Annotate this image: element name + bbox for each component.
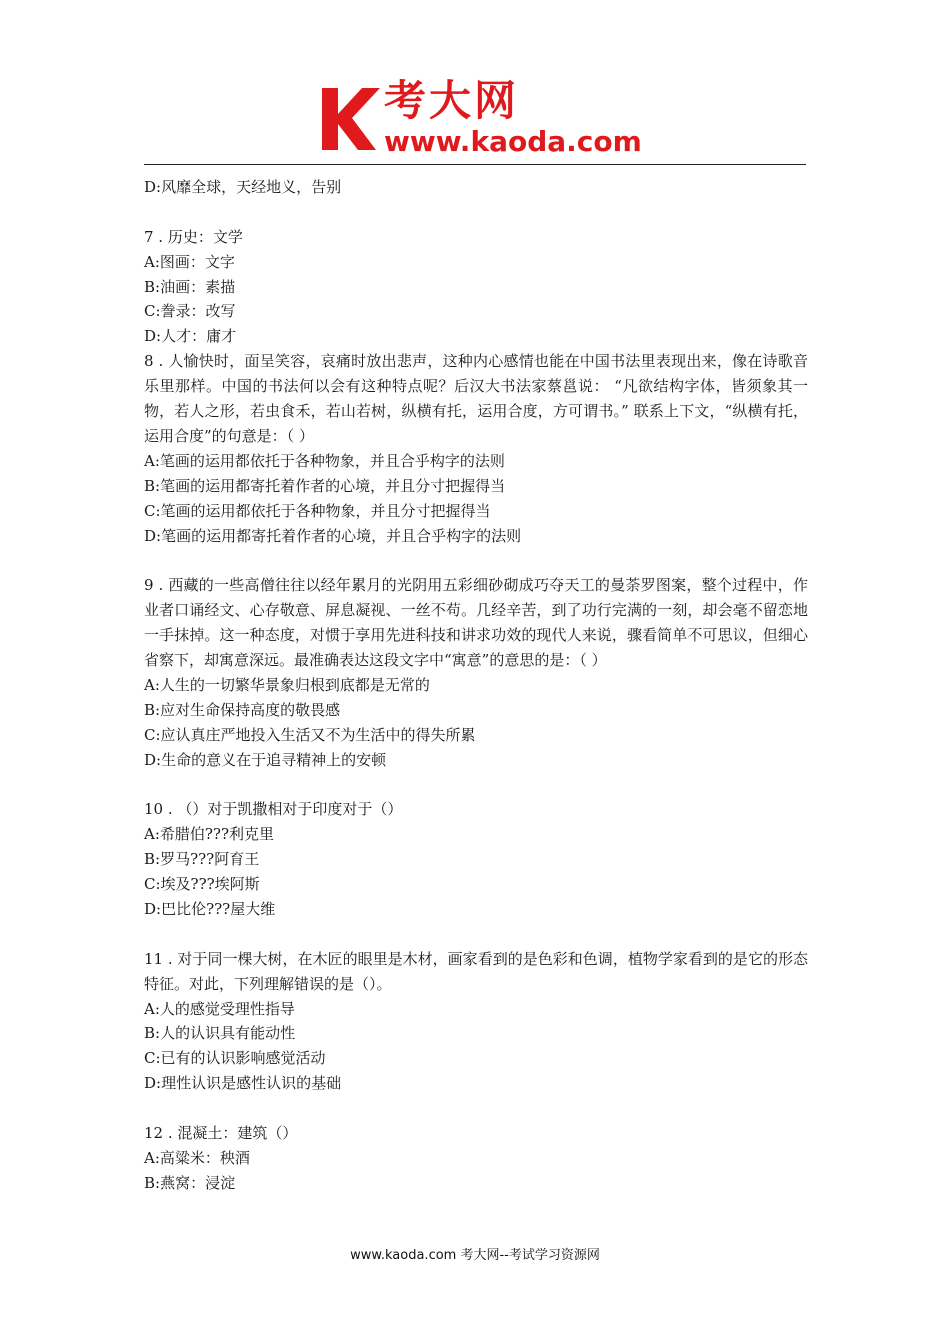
logo-url-text: www.kaoda.com xyxy=(384,125,642,158)
header-divider xyxy=(144,164,806,165)
q10-option-c: C:埃及???埃阿斯 xyxy=(144,875,260,894)
q9-option-a: A:人生的一切繁华景象归根到底都是无常的 xyxy=(144,675,430,694)
q11-option-b: B:人的认识具有能动性 xyxy=(144,1024,296,1043)
q10-option-d: D:巴比伦???屋大维 xyxy=(144,899,276,918)
q12-stem: 12 . 混凝土：建筑（） xyxy=(144,1124,298,1142)
q11-option-a: A:人的感觉受理性指导 xyxy=(144,999,295,1018)
q7-option-a: A:图画：文字 xyxy=(144,252,235,271)
q7-option-c: C:誊录：改写 xyxy=(144,302,236,321)
q8-stem: 8 . 人愉快时，面呈笑容，哀痛时放出悲声，这种内心感情也能在中国书法里表现出来，像在诗歌音乐里那样。中国的书法何以会有这种特点呢？后汉大书法家蔡邕说： “凡欲结构字体，皆须象其一物，若人之形，若虫食禾，若山若树，纵横有托，运用合度，方可谓书。” 联系上下文，“纵横有托，运用合度”的句意是：（ ） xyxy=(144,352,808,445)
q9-option-d: D:生命的意义在于追寻精神上的安顿 xyxy=(144,750,387,769)
q9-option-c: C:应认真庄严地投入生活又不为生活中的得失所累 xyxy=(144,725,476,744)
q10-option-a: A:希腊伯???利克里 xyxy=(144,825,275,844)
q12-option-b: B:燕窝：浸淀 xyxy=(144,1173,236,1192)
q10-stem: 10 . （）对于凯撒相对于印度对于（） xyxy=(144,800,403,819)
q11-option-d: D:理性认识是感性认识的基础 xyxy=(144,1074,342,1093)
kaoda-logo xyxy=(318,76,642,160)
q8-option-a: A:笔画的运用都依托于各种物象，并且合乎构字的法则 xyxy=(144,451,505,470)
q11-stem: 11 . 对于同一棵大树，在木匠的眼里是木材，画家看到的是色彩和色调，植物学家看到的是它的形态特征。对此，下列理解错误的是（）。 xyxy=(144,949,808,993)
q8-option-c: C:笔画的运用都依托于各种物象，并且分寸把握得当 xyxy=(144,501,491,520)
question-content xyxy=(144,175,808,1196)
q6-option-d: D:风靡全球，天经地义，告别 xyxy=(144,178,342,196)
q7-stem: 7 . 历史：文学 xyxy=(144,227,243,246)
logo-chinese-text: 考大网 xyxy=(384,76,520,125)
q8-option-b: B:笔画的运用都寄托着作者的心境，并且分寸把握得当 xyxy=(144,476,506,495)
q7-option-b: B:油画：素描 xyxy=(144,277,236,296)
q12-option-a: A:高粱米：秧酒 xyxy=(144,1148,250,1167)
q9-stem: 9 . 西藏的一些高僧往往以经年累月的光阴用五彩细砂砌成巧夺天工的曼荼罗图案，整个过程中，作业者口诵经文、心存敬意、屏息凝视、一丝不苟。几经辛苦，到了功行完满的一刻，却会毫不留恋地一手抹掉。这一种态度，对惯于享用先进科技和讲求功效的现代人来说，骤看简单不可思议，但细心省察下，却寓意深远。最准确表达这段文字中“寓意”的意思的是：（ ） xyxy=(144,576,808,670)
k-logo-icon xyxy=(318,84,384,154)
q11-option-c: C:已有的认识影响感觉活动 xyxy=(144,1049,326,1068)
q7-option-d: D:人才：庸才 xyxy=(144,327,237,346)
page-footer: www.kaoda.com 考大网--考试学习资源网 xyxy=(350,1248,600,1263)
q10-option-b: B:罗马???阿育王 xyxy=(144,850,260,869)
q8-option-d: D:笔画的运用都寄托着作者的心境，并且合乎构字的法则 xyxy=(144,526,522,545)
q9-option-b: B:应对生命保持高度的敬畏感 xyxy=(144,700,341,719)
